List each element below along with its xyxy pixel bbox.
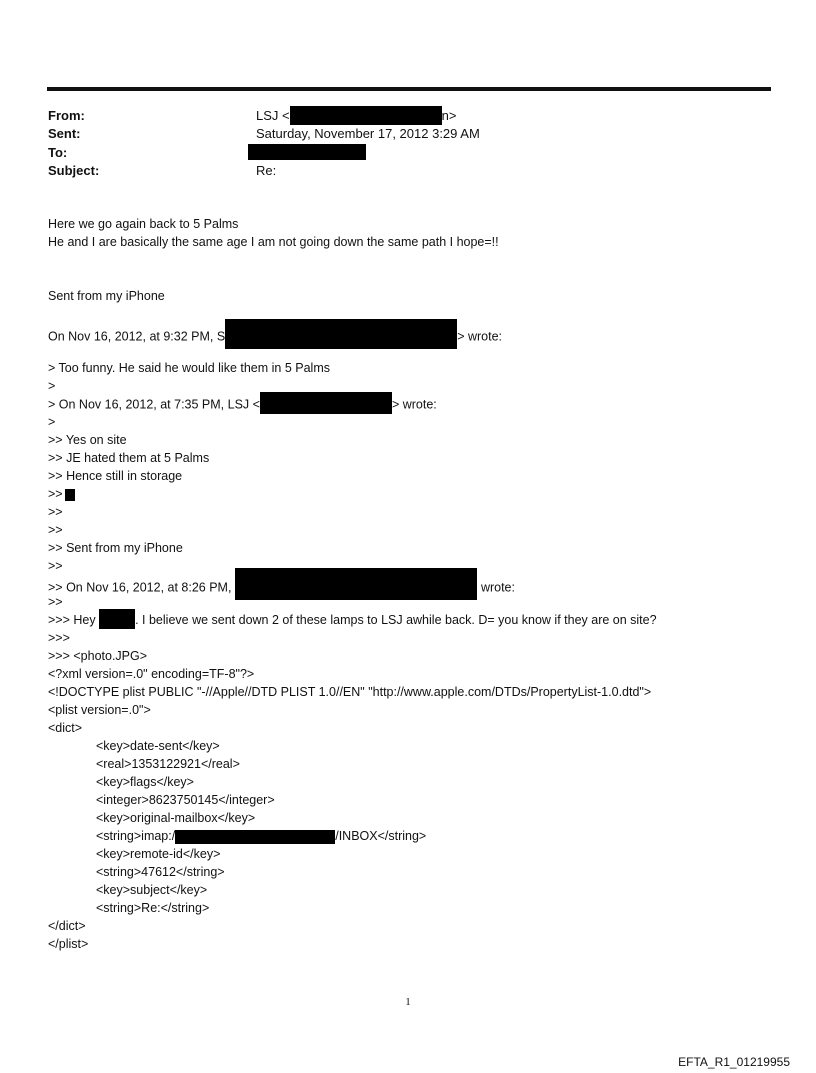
from-label: From:	[48, 108, 85, 123]
quoted-line: >>	[48, 505, 63, 519]
plist-line: <key>subject</key>	[96, 883, 208, 897]
quoted-prefix: >>	[48, 487, 63, 501]
quoted-line: >>	[48, 523, 63, 537]
sent-value: Saturday, November 17, 2012 3:29 AM	[256, 126, 480, 141]
redaction-box	[235, 568, 477, 600]
header-rule	[47, 87, 771, 91]
from-value	[256, 108, 456, 125]
quoted-line: >>	[48, 559, 63, 573]
quoted-line: >> Sent from my iPhone	[48, 541, 183, 555]
plist-line: <key>date-sent</key>	[96, 739, 220, 753]
quoted-line: >	[48, 415, 56, 429]
document-id: EFTA_R1_01219955	[678, 1055, 790, 1069]
quoted-line: > Too funny. He said he would like them in 5 Palms	[48, 361, 330, 375]
plist-line: <dict>	[48, 721, 83, 735]
quoted-prefix: > On Nov 16, 2012, at 7:35 PM, LSJ <	[48, 397, 260, 412]
redaction-box	[225, 319, 457, 349]
plist-line: <real>1353122921</real>	[96, 757, 240, 771]
plist-line: <string>Re:</string>	[96, 901, 210, 915]
quoted-line: >>	[48, 595, 63, 609]
quoted-line	[48, 486, 75, 502]
redaction-box	[260, 392, 392, 414]
plist-line	[48, 828, 426, 844]
to-label: To:	[48, 145, 68, 160]
quote-intro-prefix: On Nov 16, 2012, at 9:32 PM, S	[48, 329, 226, 344]
quoted-line: >	[48, 379, 56, 393]
redaction-box	[175, 830, 335, 844]
redaction-box	[290, 106, 442, 125]
signature: Sent from my iPhone	[48, 289, 165, 303]
quote-intro	[48, 325, 502, 349]
quoted-line	[48, 576, 515, 600]
subject-label: Subject:	[48, 163, 100, 178]
quote-intro-suffix: > wrote:	[457, 329, 502, 344]
quoted-line	[48, 612, 657, 629]
plist-line: <string>47612</string>	[96, 865, 225, 879]
body-line: He and I are basically the same age I am not going down the same path I hope=!!	[48, 235, 499, 249]
plist-line: <key>flags</key>	[96, 775, 194, 789]
quoted-line: >>> <photo.JPG>	[48, 649, 148, 663]
quoted-suffix: . I believe we sent down 2 of these lamps to LSJ awhile back. D= you know if they are on site?	[135, 613, 657, 627]
redaction-box	[65, 489, 75, 501]
redaction-box	[248, 144, 366, 160]
from-value-prefix: LSJ <	[256, 108, 290, 123]
quoted-line: >> JE hated them at 5 Palms	[48, 451, 210, 465]
quoted-line: >>>	[48, 631, 70, 645]
sent-label: Sent:	[48, 126, 81, 141]
redaction-box	[99, 609, 135, 629]
quoted-prefix: >>> Hey	[48, 613, 96, 627]
quoted-line	[48, 396, 437, 414]
plist-line: <!DOCTYPE plist PUBLIC "-//Apple//DTD PLIST 1.0//EN" "http://www.apple.com/DTDs/PropertyList-1.0.dtd">	[48, 685, 652, 699]
plist-line: <key>original-mailbox</key>	[96, 811, 256, 825]
quoted-prefix: >> On Nov 16, 2012, at 8:26 PM,	[48, 580, 232, 595]
plist-line: <?xml version=.0" encoding=TF-8"?>	[48, 667, 255, 681]
body-line: Here we go again back to 5 Palms	[48, 217, 239, 231]
subject-value: Re:	[256, 163, 277, 178]
plist-line: </plist>	[48, 937, 89, 951]
plist-suffix: /INBOX</string>	[335, 829, 427, 843]
plist-line: <integer>8623750145</integer>	[96, 793, 275, 807]
from-value-suffix: n>	[441, 108, 457, 123]
quoted-suffix: > wrote:	[391, 397, 437, 412]
quoted-line: >> Hence still in storage	[48, 469, 183, 483]
quoted-line: >> Yes on site	[48, 433, 127, 447]
plist-prefix: <string>imap:/	[96, 829, 176, 843]
plist-line: </dict>	[48, 919, 86, 933]
quoted-suffix: wrote:	[480, 580, 515, 595]
page-number: 1	[405, 996, 411, 1008]
plist-line: <key>remote-id</key>	[96, 847, 221, 861]
plist-line: <plist version=.0">	[48, 703, 151, 717]
